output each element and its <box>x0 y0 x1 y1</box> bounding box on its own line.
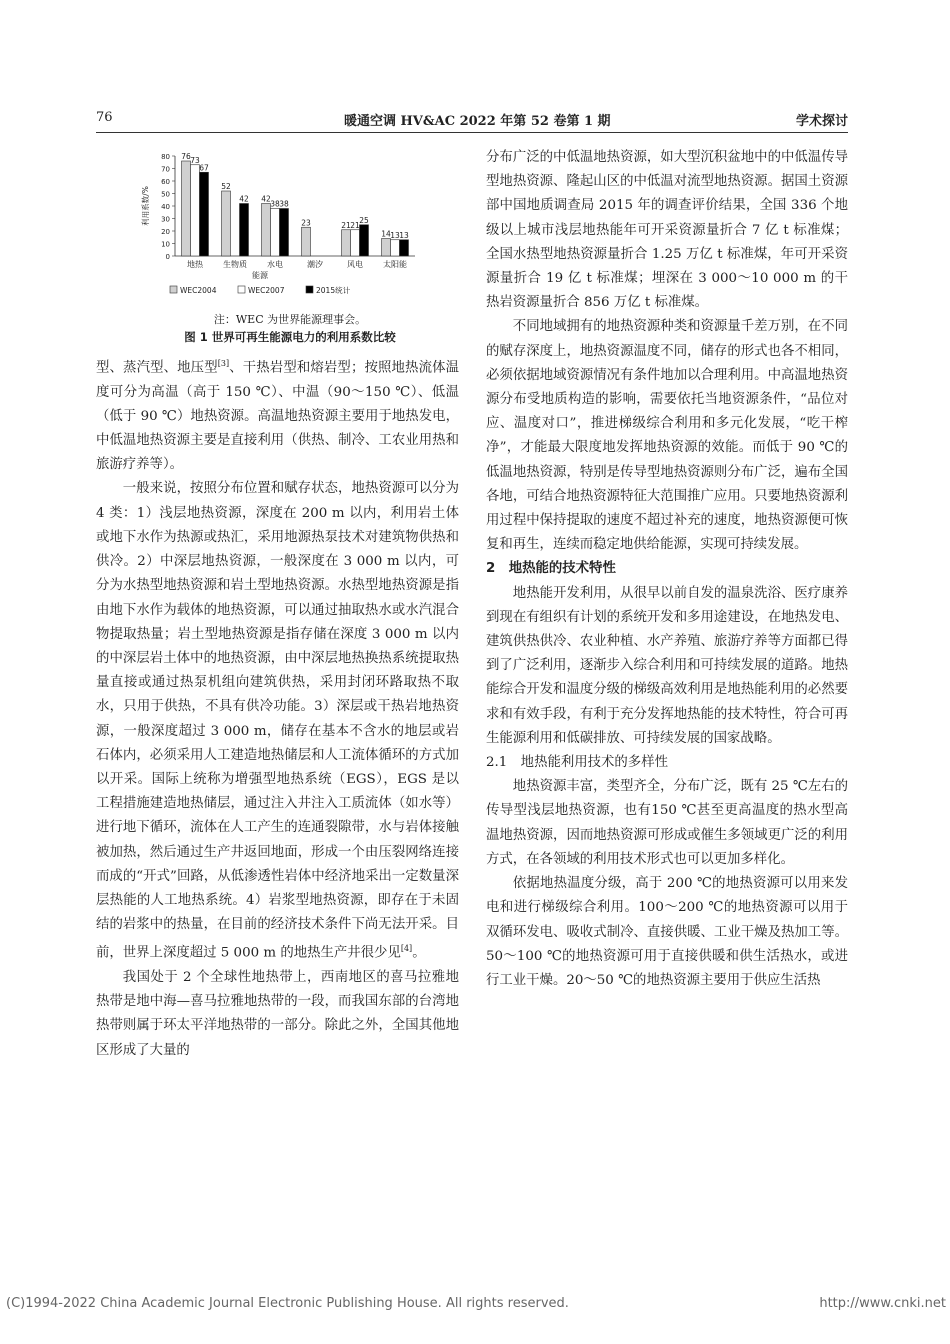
x-tick-label: 太阳能 <box>383 260 407 269</box>
data-label: 25 <box>359 215 369 225</box>
y-tick-label: 0 <box>165 253 170 261</box>
bar <box>262 204 271 257</box>
bar <box>391 240 400 256</box>
legend-label: WEC2004 <box>180 286 217 295</box>
bar <box>342 230 351 256</box>
paragraph: 依据地热温度分级，高于 200 ℃的地热资源可以用来发电和进行梯级综合利用。100～200 ℃的地热资源可以用于双循环发电、吸收式制冷、直接供暖、工业干燥及热加工等。50～100 ℃的地热资源可用于直接供暖和供生活热水，或进行工业干燥。20～50 ℃的地热资源主要用于供应生活热 <box>486 876 848 988</box>
x-tick-label: 地热 <box>187 260 203 269</box>
y-tick-label: 10 <box>161 240 170 249</box>
bar <box>280 209 289 257</box>
bar <box>360 225 369 256</box>
bar-chart <box>140 146 440 306</box>
y-tick-label: 50 <box>161 190 170 199</box>
y-tick-label: 30 <box>161 215 170 224</box>
bar <box>240 204 249 257</box>
x-axis-label: 能源 <box>252 271 268 280</box>
bar <box>222 191 231 256</box>
data-label: 23 <box>301 218 311 228</box>
subsection-heading: 2.1 地热能利用技术的多样性 <box>486 755 668 771</box>
data-label: 67 <box>199 163 209 173</box>
y-tick-label: 80 <box>161 153 170 161</box>
figure-note: 注：WEC 为世界能源理事会。 <box>213 313 367 326</box>
x-tick-label: 潮汐 <box>307 260 323 269</box>
paragraph: 地热能开发利用，从很早以前自发的温泉洗浴、医疗康养到现在有组织有计划的系统开发和多用途建设，在地热发电、建筑供热供冷、农业种植、水产养殖、旅游疗养等方面都已得到了广泛利用，逐渐步入综合利用和可持续发展的道路。地热能综合开发和温度分级的梯级高效利用是地热能利用的必然要求和有效手段，有利于充分发挥地热能的技术特性，符合可再生能源利用和低碳排放、可持续发展的国家战略。 <box>486 585 848 746</box>
data-label: 14 <box>381 229 391 239</box>
bar <box>200 172 209 256</box>
x-tick-label: 水电 <box>267 260 283 269</box>
paragraph: 不同地域拥有的地热资源种类和资源量千差万别，在不同的赋存深度上，地热资源温度不同，储存的形式也各不相同，必须依据地域资源情况有条件地加以合理利用。中高温地热资源分布受地质构造的影响，需要依托当地资源条件，“品位对应、温度对口”，推进梯级综合利用和多元化发展，“吃干榨净”，才能最大限度地发挥地热资源的效能。而低于 90 ℃的低温地热资源，特别是传导型地热资源则分布广泛，遍布全国各地，可结合地热资源特征大范围推广应用。只要地热资源利用过程中保持提取的速度不超过补充的速度，地热资源便可恢复和再生，连续而稳定地供给能源，实现可持续发展。 <box>486 319 848 553</box>
paragraph: 一般来说，按照分布位置和赋存状态，地热资源可以分为 4 类：1）浅层地热资源，深度在 200 m 以内，利用岩土体或地下水作为热源或热汇，采用地源热泵技术对建筑物供热和供冷。2）中深层地热资源，一般深度在 3 000 m 以内，可分为水热型地热资源和岩土型地热资源。水热型地热资源是指由地下水作为载体的地热资源，可以通过抽取热水或水汽混合物提取热量；岩土型地热资源是指存储在深度 3 000 m 以内的中深层岩土体中的地热资源，由中深层地热换热系统提取热量直接或通过热泵机组向建筑供热，采用封闭环路取热不取水，只用于供热，不具有供冷功能。3）深层或干热岩地热资源，一般深度超过 3 000 m，储存在基本不含水的地层或岩石体内，必须采用人工建造地热储层和人工流体循环的方式加以开采。国际上统称为增强型地热系统（EGS），EGS 是以工程措施建造地热储层，通过注入井注入工质流体（如水等）进行地下循环，流体在人工产生的连通裂隙带，水与岩体接触被加热，然后通过生产井返回地面，形成一个由压裂网络连接而成的“开式”回路，从低渗透性岩体中经济地采出一定数量深层热能的人工地热系统。4）岩浆型地热资源，即存在于未固结的岩浆中的热量，在目前的经济技术条件下尚无法开采。目前，世界上深度超过 5 000 m 的地热生产井很少见[4]。 <box>96 481 459 961</box>
section-heading: 2 地热能的技术特性 <box>486 561 616 577</box>
figure-caption: 图 1 世界可再生能源电力的利用系数比较 <box>184 330 396 344</box>
data-label: 13 <box>390 230 400 240</box>
y-tick-label: 60 <box>161 178 170 186</box>
data-label: 21 <box>341 220 351 230</box>
page-header <box>96 108 848 130</box>
legend-label: 2015统计 <box>316 286 351 295</box>
legend-label: WEC2007 <box>248 286 285 295</box>
x-tick-label: 风电 <box>347 260 363 269</box>
journal-title: 暖通空调 HV&AC 2022 年第 52 卷第 1 期 <box>344 114 611 129</box>
legend-swatch <box>170 286 177 293</box>
figure-1 <box>140 146 450 346</box>
legend-swatch <box>306 286 313 293</box>
data-label: 38 <box>279 199 289 209</box>
y-tick-label: 70 <box>161 165 170 174</box>
footer-url[interactable]: http://www.cnki.net <box>819 1296 946 1311</box>
y-tick-label: 40 <box>161 203 170 211</box>
data-label: 76 <box>181 152 191 161</box>
data-label: 21 <box>350 220 360 230</box>
right-column <box>486 146 848 993</box>
bar <box>351 230 360 256</box>
paragraph: 我国处于 2 个全球性地热带上，西南地区的喜马拉雅地热带是地中海—喜马拉雅地热带的一段，而我国东部的台湾地热带则属于环太平洋地热带的一部分。除此之外，全国其他地区形成了大量的 <box>96 970 459 1058</box>
paragraph: 地热资源丰富，类型齐全，分布广泛，既有 25 ℃左右的传导型浅层地热资源，也有150 ℃甚至更高温度的热水型高温地热资源，因而地热资源可形成或催生多领域更广泛的利用方式，在各领域的利用技术形式也可以更加多样化。 <box>486 779 848 867</box>
bar <box>382 239 391 257</box>
bar <box>271 209 280 257</box>
legend-swatch <box>238 286 245 293</box>
bar <box>182 161 191 256</box>
page-number: 76 <box>96 110 113 125</box>
bar <box>191 165 200 256</box>
data-label: 13 <box>399 230 409 240</box>
y-tick-label: 20 <box>161 228 170 236</box>
data-label: 42 <box>261 194 271 204</box>
section-label: 学术探讨 <box>795 114 848 129</box>
citation: [4] <box>400 944 413 954</box>
data-label: 42 <box>239 194 249 204</box>
data-label: 73 <box>190 155 200 165</box>
data-label: 52 <box>221 182 231 191</box>
bar <box>302 227 311 256</box>
paragraph: 型、蒸汽型、地压型[3]、干热岩型和熔岩型；按照地热流体温度可分为高温（高于 150 ℃）、中温（90～150 ℃）、低温（低于 90 ℃）地热资源。高温地热资源主要用于地热发电，中低温地热资源主要是直接利用（供热、制冷、工农业用热和旅游疗养等）。 <box>96 359 460 473</box>
left-column <box>96 352 459 1063</box>
bar <box>400 240 409 256</box>
paragraph: 分布广泛的中低温地热资源，如大型沉积盆地中的中低温传导型地热资源、隆起山区的中低温对流型地热资源。据国土资源部中国地质调查局 2015 年的调查评价结果，全国 336 个地级以上城市浅层地热能年可开采资源量折合 7 亿 t 标准煤；全国水热型地热资源量折合 1.25 万亿 t 标准煤，年可开采资源量折合 19 亿 t 标准煤；埋深在 3 000～10 000 m 的干热岩资源量折合 856 万亿 t 标准煤。 <box>486 150 848 311</box>
citation: [3] <box>217 359 230 368</box>
y-axis-label: 利用系数/% <box>141 186 150 226</box>
x-tick-label: 生物质 <box>223 260 247 269</box>
data-label: 38 <box>270 199 280 209</box>
header-rule <box>96 132 848 133</box>
copyright-notice: (C)1994-2022 China Academic Journal Electronic Publishing House. All rights reserved. <box>6 1296 569 1311</box>
